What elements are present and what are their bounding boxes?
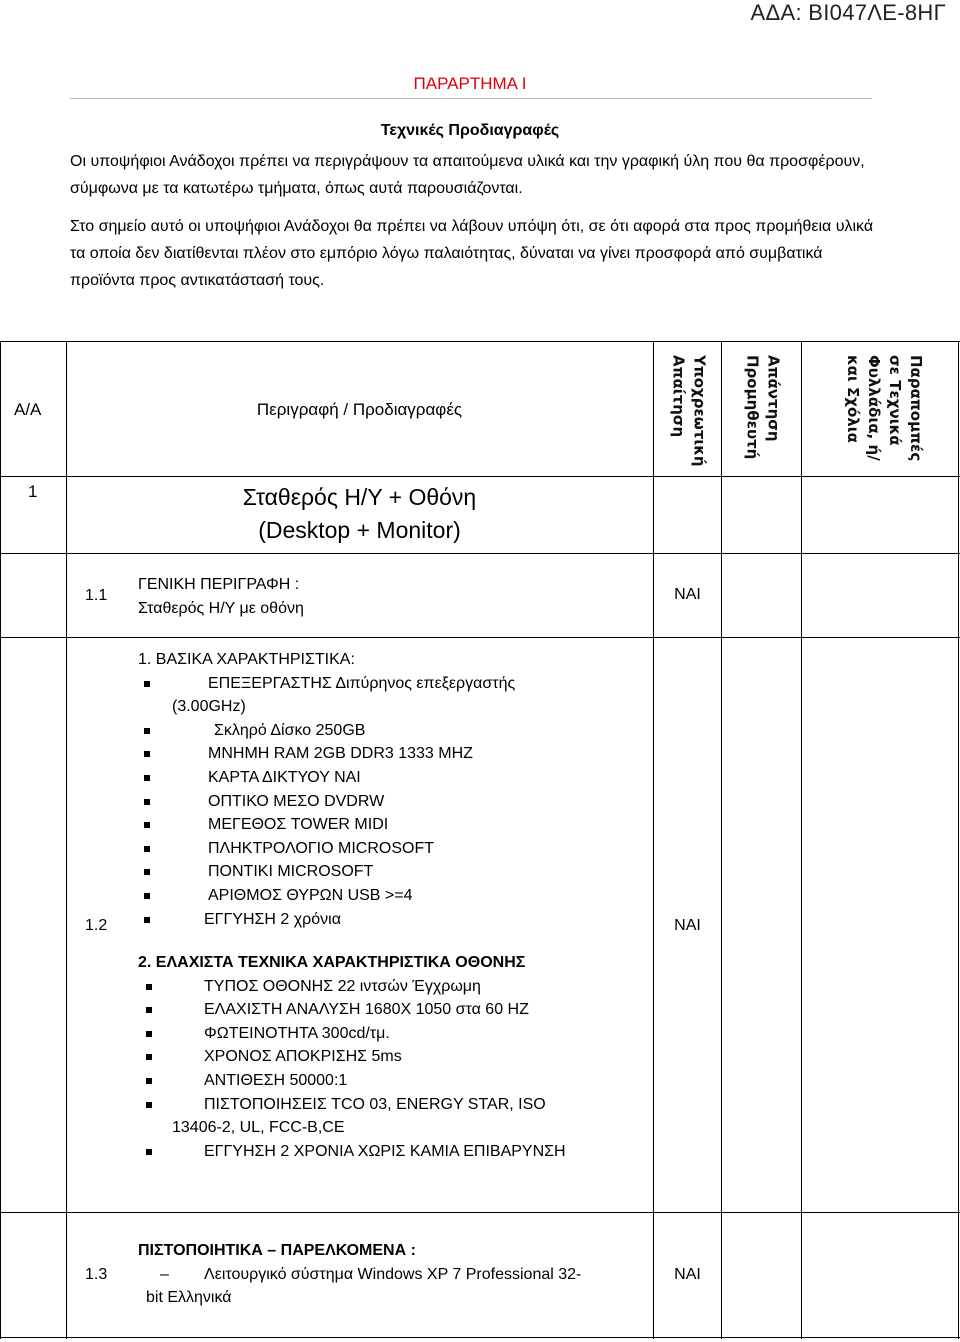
list-item: ΦΩΤΕΙΝΟΤΗΤΑ 300cd/τμ. bbox=[138, 1022, 643, 1046]
bullet-icon bbox=[146, 1031, 152, 1037]
section-title-line-1: Σταθερός Η/Υ + Οθόνη bbox=[242, 484, 477, 510]
row-1-3-heading: ΠΙΣΤΟΠΟΙΗΤΙΚΑ – ΠΑΡΕΛΚΟΜΕΝΑ : bbox=[138, 1242, 416, 1259]
monitor-features-list bbox=[138, 975, 643, 1164]
row-1-1-heading: ΓΕΝΙΚΗ ΠΕΡΙΓΡΑΦΗ : bbox=[138, 576, 300, 593]
col-border-mandatory bbox=[721, 341, 722, 1339]
bullet-icon bbox=[144, 893, 150, 899]
col-border-right bbox=[958, 341, 959, 1339]
section-number: 1 bbox=[28, 482, 38, 501]
list-item: ΑΝΤΙΘΕΣΗ 50000:1 bbox=[138, 1069, 643, 1093]
bullet-icon bbox=[144, 799, 150, 805]
bullet-icon bbox=[146, 1007, 152, 1013]
list-item: ΠΛΗΚΤΡΟΛΟΓΙΟ MICROSOFT bbox=[138, 837, 643, 861]
list-item: 13406-2, UL, FCC-B,CE bbox=[172, 1119, 345, 1137]
col-border-left bbox=[0, 341, 1, 1339]
basic-features-list bbox=[138, 672, 643, 932]
monitor-features-heading: 2. ΕΛΑΧΙΣΤΑ ΤΕΧΝΙΚΑ ΧΑΡΑΚΤΗΡΙΣΤΙΚΑ ΟΘΟΝΗΣ bbox=[138, 954, 526, 971]
list-item: (3.00GHz) bbox=[172, 698, 246, 716]
row-1-1-description bbox=[138, 573, 304, 620]
row-1-3-mandatory: ΝΑΙ bbox=[674, 1266, 701, 1283]
intro-paragraph-2: Στο σημείο αυτό οι υποψήφιοι Ανάδοχοι θα πρέπει να λάβουν υπόψη ότι, σε ότι αφορά στα προς προμήθεια υλικά τα οποία δεν διατίθενται πλέον στο εμπόριο λόγω παλαιότητας, δύναται να γίνει προσφορά από συμβατικά προϊόντα προς αντικατάστασή τους. bbox=[70, 218, 874, 289]
list-item: ΚΑΡΤΑ ΔΙΚΤΥΟΥ ΝΑΙ bbox=[138, 766, 643, 790]
list-item: ΜΕΓΕΘΟΣ TOWER MIDI bbox=[138, 813, 643, 837]
list-item: – Λειτουργικό σύστημα Windows XP 7 Professional 32- bbox=[138, 1263, 643, 1287]
row-1-3-number: 1.3 bbox=[85, 1266, 108, 1283]
list-item: Σκληρό Δίσκο 250GB bbox=[138, 719, 643, 743]
list-item: ΧΡΟΝΟΣ ΑΠΟΚΡΙΣΗΣ 5ms bbox=[138, 1045, 643, 1069]
list-item: ΠΟΝΤΙΚΙ MICROSOFT bbox=[138, 860, 643, 884]
list-item: ΕΓΓΥΗΣΗ 2 χρόνια bbox=[138, 908, 643, 932]
dash-icon: – bbox=[160, 1265, 169, 1283]
row-1-3-description bbox=[138, 1239, 643, 1310]
table-border-bottom bbox=[0, 1337, 960, 1338]
list-item: ΤΥΠΟΣ ΟΘΟΝΗΣ 22 ιντσών Έγχρωμη bbox=[138, 975, 643, 999]
basic-features-heading: 1. ΒΑΣΙΚΑ ΧΑΡΑΚΤΗΡΙΣΤΙΚΑ: bbox=[138, 651, 355, 668]
bullet-icon bbox=[144, 751, 150, 757]
section-title bbox=[66, 481, 653, 547]
row-divider-1-1 bbox=[0, 637, 960, 638]
list-item-continuation: bit Ελληνικά bbox=[146, 1289, 232, 1307]
row-1-1-mandatory: ΝΑΙ bbox=[674, 586, 701, 603]
header-description: Περιγραφή / Προδιαγραφές bbox=[256, 400, 463, 419]
bullet-icon bbox=[144, 869, 150, 875]
list-item: ΜΝΗΜΗ RAM 2GB DDR3 1333 MHZ bbox=[138, 742, 643, 766]
list-item: ΟΠΤΙΚΟ ΜΕΣΟ DVDRW bbox=[138, 790, 643, 814]
annex-title: ΠΑΡΑΡΤΗΜΑ Ι bbox=[413, 74, 527, 93]
list-item: ΕΛΑΧΙΣΤΗ ΑΝΑΛΥΣΗ 1680Χ 1050 στα 60 HZ bbox=[138, 998, 643, 1022]
row-1-1-number: 1.1 bbox=[85, 587, 108, 604]
bullet-icon bbox=[146, 984, 152, 990]
document-id: ΑΔΑ: ΒΙ047ΛΕ-8ΗΓ bbox=[750, 0, 946, 25]
row-1-2-number: 1.2 bbox=[85, 917, 108, 934]
annex-divider bbox=[70, 98, 872, 99]
bullet-icon bbox=[144, 681, 150, 687]
spec-title: Τεχνικές Προδιαγραφές bbox=[380, 122, 560, 139]
section-title-line-2: (Desktop + Monitor) bbox=[258, 517, 461, 543]
bullet-icon bbox=[146, 1078, 152, 1084]
row-1-2-description bbox=[138, 648, 643, 931]
intro-paragraph-1: Οι υποψήφιοι Ανάδοχοι πρέπει να περιγράψουν τα απαιτούμενα υλικά και την γραφική ύλη που θα προσφέρουν, σύμφωνα με τα κατωτέρω τμήματα, όπως αυτά παρουσιάζονται. bbox=[70, 153, 865, 197]
list-item: ΑΡΙΘΜΟΣ ΘΥΡΩΝ USB >=4 bbox=[138, 884, 643, 908]
list-item: ΕΓΓΥΗΣΗ 2 ΧΡΟΝΙΑ ΧΩΡΙΣ ΚΑΜΙΑ ΕΠΙΒΑΡΥΝΣΗ bbox=[138, 1140, 643, 1164]
section-divider bbox=[0, 553, 960, 554]
bullet-icon bbox=[146, 1054, 152, 1060]
row-divider-1-2 bbox=[0, 1212, 960, 1213]
row-1-2-mandatory: ΝΑΙ bbox=[674, 917, 701, 934]
bullet-icon bbox=[144, 728, 150, 734]
header-references: Παραπομπές σε Τεχνικά Φυλλάδια, ή/και Σχόλια bbox=[844, 355, 925, 462]
bullet-icon bbox=[146, 1102, 152, 1108]
col-border-desc bbox=[653, 341, 654, 1339]
bullet-icon bbox=[146, 1149, 152, 1155]
header-supplier-reply: Απάντηση Προμηθευτή bbox=[743, 355, 783, 460]
col-border-reply bbox=[801, 341, 802, 1339]
bullet-icon bbox=[144, 917, 150, 923]
list-item: ΠΙΣΤΟΠΟΙΗΣΕΙΣ TCO 03, ENERGY STAR, ISO bbox=[138, 1093, 643, 1117]
bullet-icon bbox=[144, 846, 150, 852]
bullet-icon bbox=[144, 822, 150, 828]
row-1-1-text: Σταθερός Η/Υ με οθόνη bbox=[138, 599, 304, 617]
bullet-icon bbox=[144, 775, 150, 781]
monitor-features bbox=[138, 951, 643, 1163]
table-border-top bbox=[0, 341, 960, 342]
header-aa: Α/Α bbox=[14, 400, 42, 419]
list-item: ΕΠΕΞΕΡΓΑΣΤΗΣ Διπύρηνος επεξεργαστής bbox=[138, 672, 643, 696]
spec-table bbox=[0, 341, 960, 1339]
header-mandatory: Υποχρεωτική Απαίτηση bbox=[669, 355, 709, 467]
